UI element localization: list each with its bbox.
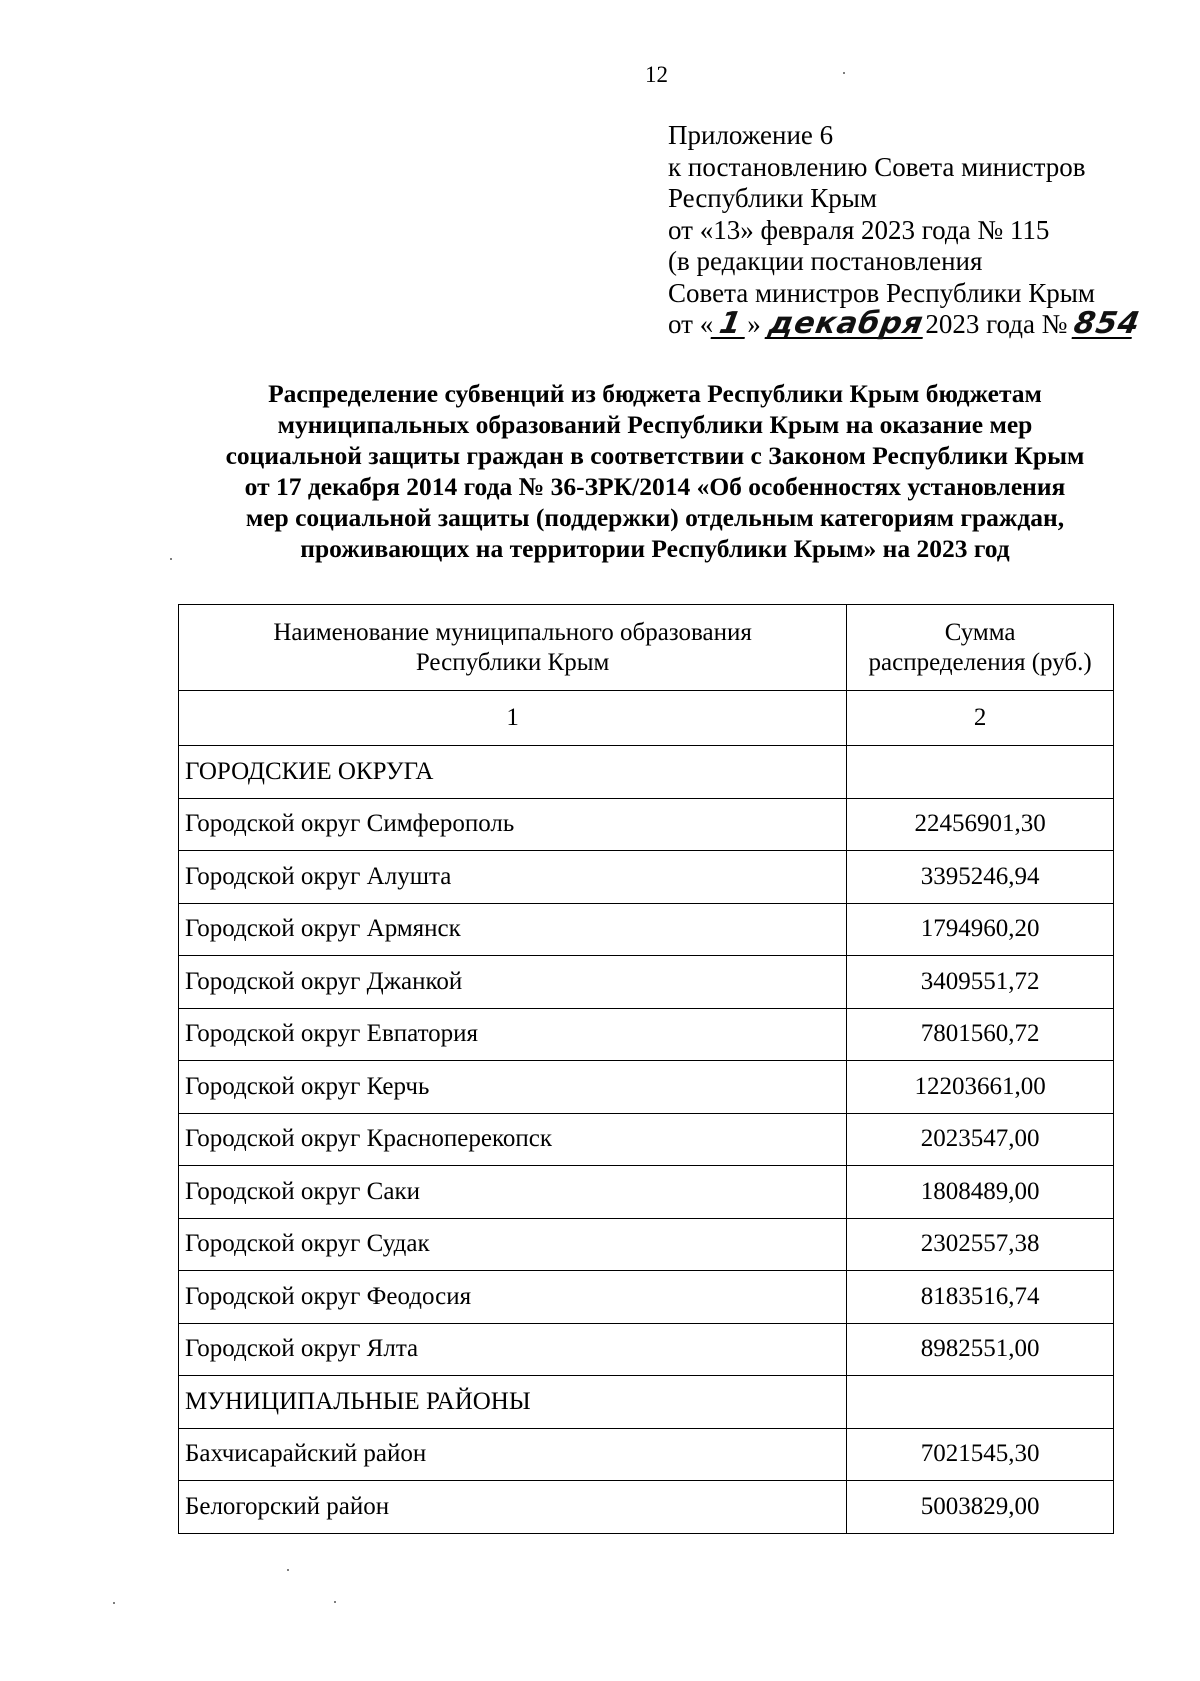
municipality-name-cell: Городской округ Феодосия bbox=[179, 1271, 847, 1324]
header-amount-line: Сумма bbox=[944, 618, 1016, 646]
amount-cell: 22456901,30 bbox=[847, 798, 1114, 851]
amount-cell bbox=[847, 746, 1114, 799]
appendix-line: от «13» февраля 2023 года № 115 bbox=[668, 214, 1050, 245]
appendix-line: Приложение 6 bbox=[668, 120, 834, 150]
table-row bbox=[179, 1218, 1114, 1271]
amount-cell bbox=[847, 1376, 1114, 1429]
table-row bbox=[179, 798, 1114, 851]
date-quote-close: » bbox=[747, 309, 761, 339]
title-line: Распределение субвенций из бюджета Республики Крым бюджетам bbox=[268, 379, 1042, 408]
municipality-name-cell: Городской округ Керчь bbox=[179, 1061, 847, 1114]
handwritten-month: декабря bbox=[766, 306, 927, 341]
municipality-name-cell: Бахчисарайский район bbox=[179, 1428, 847, 1481]
amount-cell: 7021545,30 bbox=[847, 1428, 1114, 1481]
amount-cell: 5003829,00 bbox=[847, 1481, 1114, 1534]
header-amount-line: распределения (руб.) bbox=[868, 648, 1092, 676]
municipality-name-cell: Городской округ Евпатория bbox=[179, 1008, 847, 1061]
amount-cell: 12203661,00 bbox=[847, 1061, 1114, 1114]
page-number: 12 bbox=[645, 62, 668, 87]
appendix-line: Республики Крым bbox=[668, 183, 877, 213]
scan-speck bbox=[843, 72, 845, 74]
handwritten-day: 1 bbox=[711, 311, 750, 339]
amount-cell: 7801560,72 bbox=[847, 1008, 1114, 1061]
table-row bbox=[179, 1323, 1114, 1376]
municipality-name-cell: МУНИЦИПАЛЬНЫЕ РАЙОНЫ bbox=[179, 1376, 847, 1429]
table-row bbox=[179, 903, 1114, 956]
date-year: 2023 года № bbox=[925, 309, 1068, 339]
amount-cell: 2302557,38 bbox=[847, 1218, 1114, 1271]
table-row bbox=[179, 851, 1114, 904]
scan-speck bbox=[334, 1601, 336, 1603]
title-line: от 17 декабря 2014 года № 36-ЗРК/2014 «Об особенностях установления bbox=[244, 472, 1066, 501]
appendix-block bbox=[668, 120, 1144, 341]
table-row bbox=[179, 1481, 1114, 1534]
title-line: социальной защиты граждан в соответствии с Законом Республики Крым bbox=[225, 441, 1085, 470]
municipality-name-cell: Городской округ Алушта bbox=[179, 851, 847, 904]
appendix-line: Совета министров Республики Крым bbox=[668, 277, 1095, 308]
municipality-name-cell: Городской округ Армянск bbox=[179, 903, 847, 956]
scan-speck bbox=[287, 1569, 289, 1571]
title-line: муниципальных образований Республики Крым на оказание мер bbox=[277, 410, 1033, 439]
amount-cell: 3409551,72 bbox=[847, 956, 1114, 1009]
title-line: мер социальной защиты (поддержки) отдельным категориям граждан, bbox=[245, 503, 1065, 532]
appendix-line: (в редакции постановления bbox=[668, 246, 983, 276]
scan-speck bbox=[113, 1602, 115, 1604]
amount-cell: 3395246,94 bbox=[847, 851, 1114, 904]
appendix-date-line bbox=[668, 306, 1144, 341]
column-number-cell: 1 bbox=[179, 691, 847, 746]
municipality-name-cell: Городской округ Симферополь bbox=[179, 798, 847, 851]
municipality-name-cell: Городской округ Джанкой bbox=[179, 956, 847, 1009]
amount-cell: 1808489,00 bbox=[847, 1166, 1114, 1219]
column-number-cell: 2 bbox=[847, 691, 1114, 746]
municipality-name-cell: Городской округ Красноперекопск bbox=[179, 1113, 847, 1166]
handwritten-number: 854 bbox=[1071, 306, 1144, 341]
table-row bbox=[179, 1166, 1114, 1219]
table-row bbox=[179, 956, 1114, 1009]
header-name-line: Республики Крым bbox=[415, 648, 610, 676]
appendix-line: к постановлению Совета министров bbox=[668, 151, 1086, 182]
municipality-name-cell: Городской округ Саки bbox=[179, 1166, 847, 1219]
amount-cell: 1794960,20 bbox=[847, 903, 1114, 956]
scan-speck bbox=[170, 558, 172, 560]
document-title bbox=[175, 378, 1135, 564]
date-prefix: от « bbox=[668, 309, 714, 339]
municipality-name-cell: ГОРОДСКИЕ ОКРУГА bbox=[179, 746, 847, 799]
table-row bbox=[179, 1008, 1114, 1061]
municipality-name-cell: Городской округ Судак bbox=[179, 1218, 847, 1271]
table-row bbox=[179, 1061, 1114, 1114]
column-number-row bbox=[179, 691, 1114, 746]
title-line: проживающих на территории Республики Крым» на 2023 год bbox=[300, 534, 1010, 563]
table-row bbox=[179, 746, 1114, 799]
header-name-cell bbox=[179, 605, 847, 691]
header-amount-cell bbox=[847, 605, 1114, 691]
header-name-line: Наименование муниципального образования bbox=[273, 618, 752, 646]
table-header-row bbox=[179, 605, 1114, 691]
distribution-table bbox=[178, 604, 1114, 1534]
amount-cell: 2023547,00 bbox=[847, 1113, 1114, 1166]
table-row bbox=[179, 1376, 1114, 1429]
municipality-name-cell: Белогорский район bbox=[179, 1481, 847, 1534]
amount-cell: 8183516,74 bbox=[847, 1271, 1114, 1324]
table-row bbox=[179, 1271, 1114, 1324]
table-row bbox=[179, 1113, 1114, 1166]
table-row bbox=[179, 1428, 1114, 1481]
municipality-name-cell: Городской округ Ялта bbox=[179, 1323, 847, 1376]
amount-cell: 8982551,00 bbox=[847, 1323, 1114, 1376]
